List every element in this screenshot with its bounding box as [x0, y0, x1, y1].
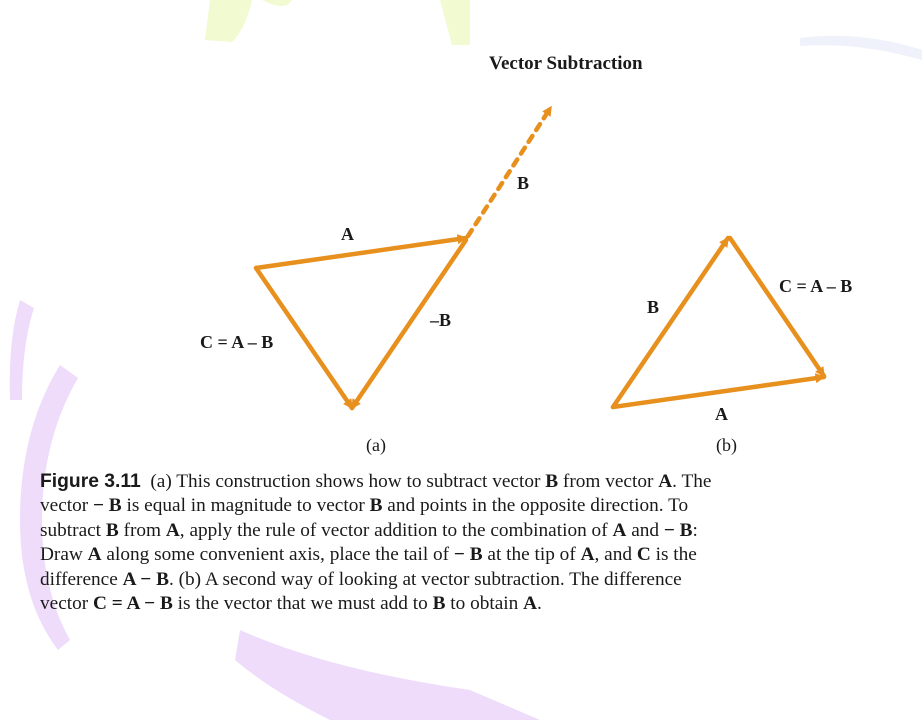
label-vector-c-a: C = A – B	[200, 332, 274, 352]
vector-b-dashed-arrow	[468, 107, 551, 236]
sub-label-a: (a)	[366, 435, 386, 455]
caption-line: Figure 3.11 (a) This construction shows how to subtract vector B from vector A. The	[40, 471, 712, 492]
figure-label: Figure 3.11	[40, 471, 141, 492]
label-vector-a-b: A	[715, 404, 728, 424]
caption-bold-term: − B	[93, 495, 122, 517]
caption-line: Draw A along some convenient axis, place the tail of − B at the tip of A, and C is the	[40, 544, 697, 566]
caption-bold-term: B	[545, 471, 559, 492]
caption-bold-term: C = A − B	[93, 593, 173, 615]
caption-bold-term: B	[369, 495, 383, 517]
label-vector-a: A	[341, 224, 354, 244]
caption-bold-term: A	[612, 519, 627, 541]
caption-line: difference A − B. (b) A second way of looking at vector subtraction. The difference	[40, 568, 682, 590]
caption-bold-term: A	[580, 544, 595, 566]
caption-line: vector C = A − B is the vector that we must add to B to obtain A.	[40, 593, 542, 615]
sub-label-b: (b)	[716, 435, 737, 455]
diagram-title: Vector Subtraction	[489, 53, 643, 74]
caption-bold-term: B	[105, 519, 119, 541]
vector-b-arrow-b	[613, 238, 728, 407]
vector-a-arrow	[256, 238, 466, 268]
caption-bold-term: C	[636, 544, 651, 566]
vector-c-arrow-b	[730, 238, 824, 376]
label-vector-b-b: B	[647, 297, 660, 317]
figure-caption	[40, 470, 910, 616]
caption-line: vector − B is equal in magnitude to vector B and points in the opposite direction. To	[40, 495, 689, 517]
caption-text	[40, 470, 910, 616]
caption-bold-term: A − B	[122, 568, 169, 590]
caption-bold-term: A	[523, 593, 538, 615]
label-vector-neg-b: –B	[430, 310, 452, 330]
caption-bold-term: A	[87, 544, 102, 566]
caption-bold-term: A	[165, 519, 180, 541]
label-vector-c-b: C = A – B	[779, 276, 853, 296]
caption-bold-term: B	[432, 593, 446, 615]
caption-line: subtract B from A, apply the rule of vector addition to the combination of A and − B:	[40, 519, 698, 541]
vector-a-arrow-b	[613, 377, 824, 407]
label-vector-b: B	[517, 173, 530, 193]
caption-bold-term: − B	[663, 519, 693, 541]
caption-bold-term: A	[658, 471, 673, 492]
caption-bold-term: − B	[453, 544, 483, 566]
